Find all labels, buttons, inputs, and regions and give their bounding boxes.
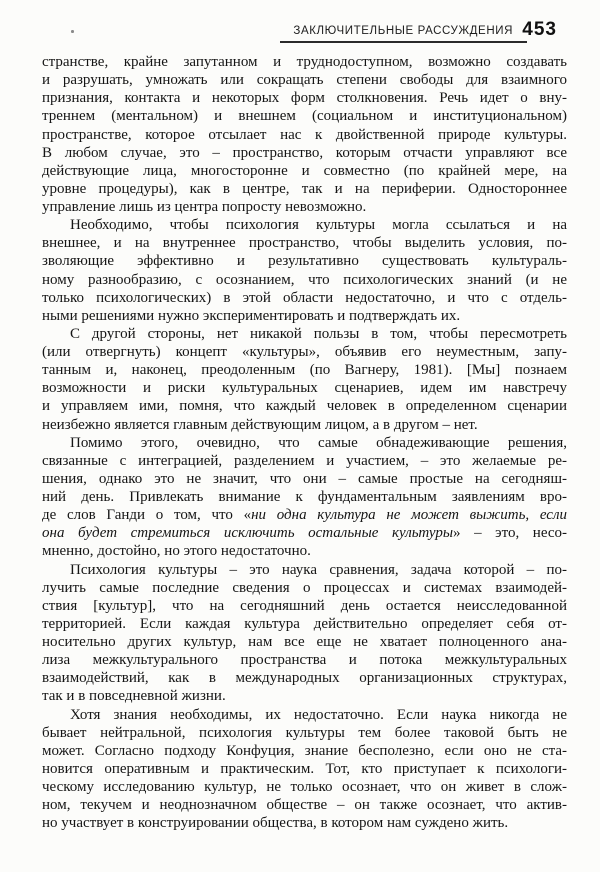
- text-segment: ний день. Привлекать внимание к фундаментальным заявлениям вро-: [42, 489, 567, 505]
- text-segment: ному разнообразию, с осознанием, что психологических знаний (и не: [42, 271, 567, 288]
- text-segment: пространстве, которое отсылает нас к двойственной природе культуры.: [42, 126, 567, 143]
- text-line: [42, 180, 567, 198]
- text-segment: и разрушать, умножать или сокращать степени свободы для взаимного: [42, 72, 567, 89]
- italic-text-segment: она будет стремиться исключить остальные культуры: [42, 525, 454, 542]
- text-line: [42, 706, 567, 724]
- text-segment: ными решениями нужно экспериментировать и подтверждать их.: [42, 307, 461, 324]
- text-line: [42, 561, 567, 579]
- text-segment: связанные с интеграцией, разделением и участием, – это желаемые ре-: [42, 452, 567, 469]
- text-segment: шения, однако это не значит, что они – самые простые на сегодняш-: [42, 470, 567, 487]
- text-line: [42, 361, 567, 379]
- scan-speck: [71, 30, 74, 33]
- paragraph: [42, 53, 567, 216]
- text-line: [42, 579, 567, 597]
- text-segment: » – это, несо-: [453, 525, 567, 542]
- text-line: [42, 687, 567, 705]
- text-segment: танным и, наконец, преодоленным (по Вагнеру, 1981). [Мы] познаем: [42, 362, 567, 379]
- text-line: [42, 107, 567, 125]
- text-line: [42, 289, 567, 307]
- text-line: [42, 524, 567, 542]
- text-line: [42, 325, 567, 343]
- text-segment: Необходимо, чтобы психология культуры могла ссылаться и на: [70, 217, 567, 234]
- text-line: [42, 252, 567, 270]
- text-line: [42, 615, 567, 633]
- text-segment: внешнее, и на внутреннее пространство, чтобы выделить условия, по-: [42, 235, 567, 252]
- text-line: [42, 506, 567, 524]
- text-line: [42, 633, 567, 651]
- text-line: [42, 742, 567, 760]
- paragraph: [42, 706, 567, 833]
- text-segment: неизбежно является главным действующим лицом, а в другом – нет.: [42, 416, 478, 433]
- text-line: [42, 452, 567, 470]
- text-segment: зволяющие эффективно и результативно существовать культураль-: [42, 253, 567, 270]
- page-body: [42, 53, 567, 832]
- text-line: [42, 198, 567, 216]
- text-line: [42, 397, 567, 415]
- text-line: [42, 234, 567, 252]
- text-segment: де слов Ганди о том, что «: [42, 507, 252, 524]
- page-number: 453: [522, 19, 557, 40]
- text-segment: взаимодействий, как в международных организационных структурах,: [42, 670, 567, 687]
- text-segment: странстве, крайне запутанном и труднодоступном, возможно создавать: [42, 54, 567, 70]
- text-segment: С другой стороны, нет никакой пользы в том, чтобы пересмотреть: [70, 325, 567, 342]
- text-line: [42, 434, 567, 452]
- text-segment: ном, текучем и неоднозначном обществе – он также осознает, что актив-: [42, 797, 567, 814]
- running-head-rule: [280, 41, 527, 43]
- text-line: [42, 271, 567, 289]
- text-line: [42, 597, 567, 615]
- text-line: [42, 651, 567, 669]
- text-segment: ствия [культур], что на сегодняшний день остается неисследованной: [42, 597, 567, 614]
- text-line: [42, 343, 567, 361]
- text-segment: В любом случае, это – пространство, которым отчасти управляют все: [42, 144, 567, 161]
- text-line: [42, 53, 567, 71]
- text-segment: Психология культуры – это наука сравнения, задача которой – по-: [70, 561, 567, 578]
- text-segment: Хотя знания необходимы, их недостаточно. Если наука никогда не: [70, 706, 567, 723]
- text-segment: так и в повседневной жизни.: [42, 688, 226, 705]
- text-line: [42, 760, 567, 778]
- text-line: [42, 778, 567, 796]
- text-line: [42, 814, 567, 832]
- paragraph: [42, 325, 567, 434]
- paragraph: [42, 216, 567, 325]
- italic-text-segment: ни одна культура не может выжить, если: [251, 507, 567, 524]
- text-segment: мненно, достойно, но этого недостаточно.: [42, 543, 311, 560]
- text-line: [42, 216, 567, 234]
- text-line: [42, 71, 567, 89]
- text-segment: новится оперативным и практическим. Тот, кто приступает к психологи-: [42, 760, 567, 777]
- paragraph: [42, 434, 567, 561]
- text-line: [42, 379, 567, 397]
- text-segment: возможности и риски культуральных сценариев, идем им навстречу: [42, 380, 567, 397]
- text-line: [42, 796, 567, 814]
- paragraph: [42, 561, 567, 706]
- text-segment: уровне процедуры), как в центре, так и на периферии. Одностороннее: [42, 180, 567, 197]
- text-segment: действующие лица, многосторонне и совместно (по крайней мере, на: [42, 162, 567, 179]
- text-line: [42, 669, 567, 687]
- text-line: [42, 416, 567, 434]
- text-segment: территорией. Если каждая культура действительно определяет себя от-: [42, 615, 567, 632]
- text-line: [42, 488, 567, 506]
- text-segment: ческому исследованию культур, не только осознает, что он живет в слож-: [42, 779, 567, 795]
- text-line: [42, 542, 567, 560]
- text-segment: и управляем ими, помня, что каждый человек в определенном сценарии: [42, 398, 567, 415]
- text-segment: бывает нейтральной, психология культуры тем более таковой быть не: [42, 724, 567, 741]
- text-line: [42, 144, 567, 162]
- text-line: [42, 126, 567, 144]
- text-segment: лиза межкультурального пространства и потока межкультуральных: [42, 652, 567, 669]
- running-head-title: ЗАКЛЮЧИТЕЛЬНЫЕ РАССУЖДЕНИЯ: [293, 25, 513, 37]
- text-segment: (или отвергнуть) концепт «культуры», объявив его неуместным, запу-: [42, 344, 567, 360]
- text-segment: только психологических) в этой области недостаточно, и что с отдель-: [42, 289, 567, 306]
- text-segment: может. Согласно подходу Конфуция, знание бесполезно, если оно не ста-: [42, 742, 567, 759]
- text-segment: Помимо этого, очевидно, что самые обнадеживающие решения,: [70, 434, 567, 451]
- text-segment: носительно других культур, нам все еще не хватает полноценного ана-: [42, 634, 567, 650]
- text-segment: лучить самые последние сведения о процессах и системах взаимодей-: [42, 579, 567, 596]
- text-line: [42, 307, 567, 325]
- text-segment: управление лишь из центра попросту невозможно.: [42, 199, 367, 215]
- text-segment: признания, контакта и некоторых форм столкновения. Речь идет о вну-: [42, 90, 567, 107]
- text-line: [42, 470, 567, 488]
- text-line: [42, 724, 567, 742]
- text-segment: но участвует в конструировании общества, в котором нам суждено жить.: [42, 815, 509, 832]
- text-line: [42, 89, 567, 107]
- text-segment: треннем (ментальном) и внешнем (социальном и институциональном): [42, 108, 567, 125]
- text-line: [42, 162, 567, 180]
